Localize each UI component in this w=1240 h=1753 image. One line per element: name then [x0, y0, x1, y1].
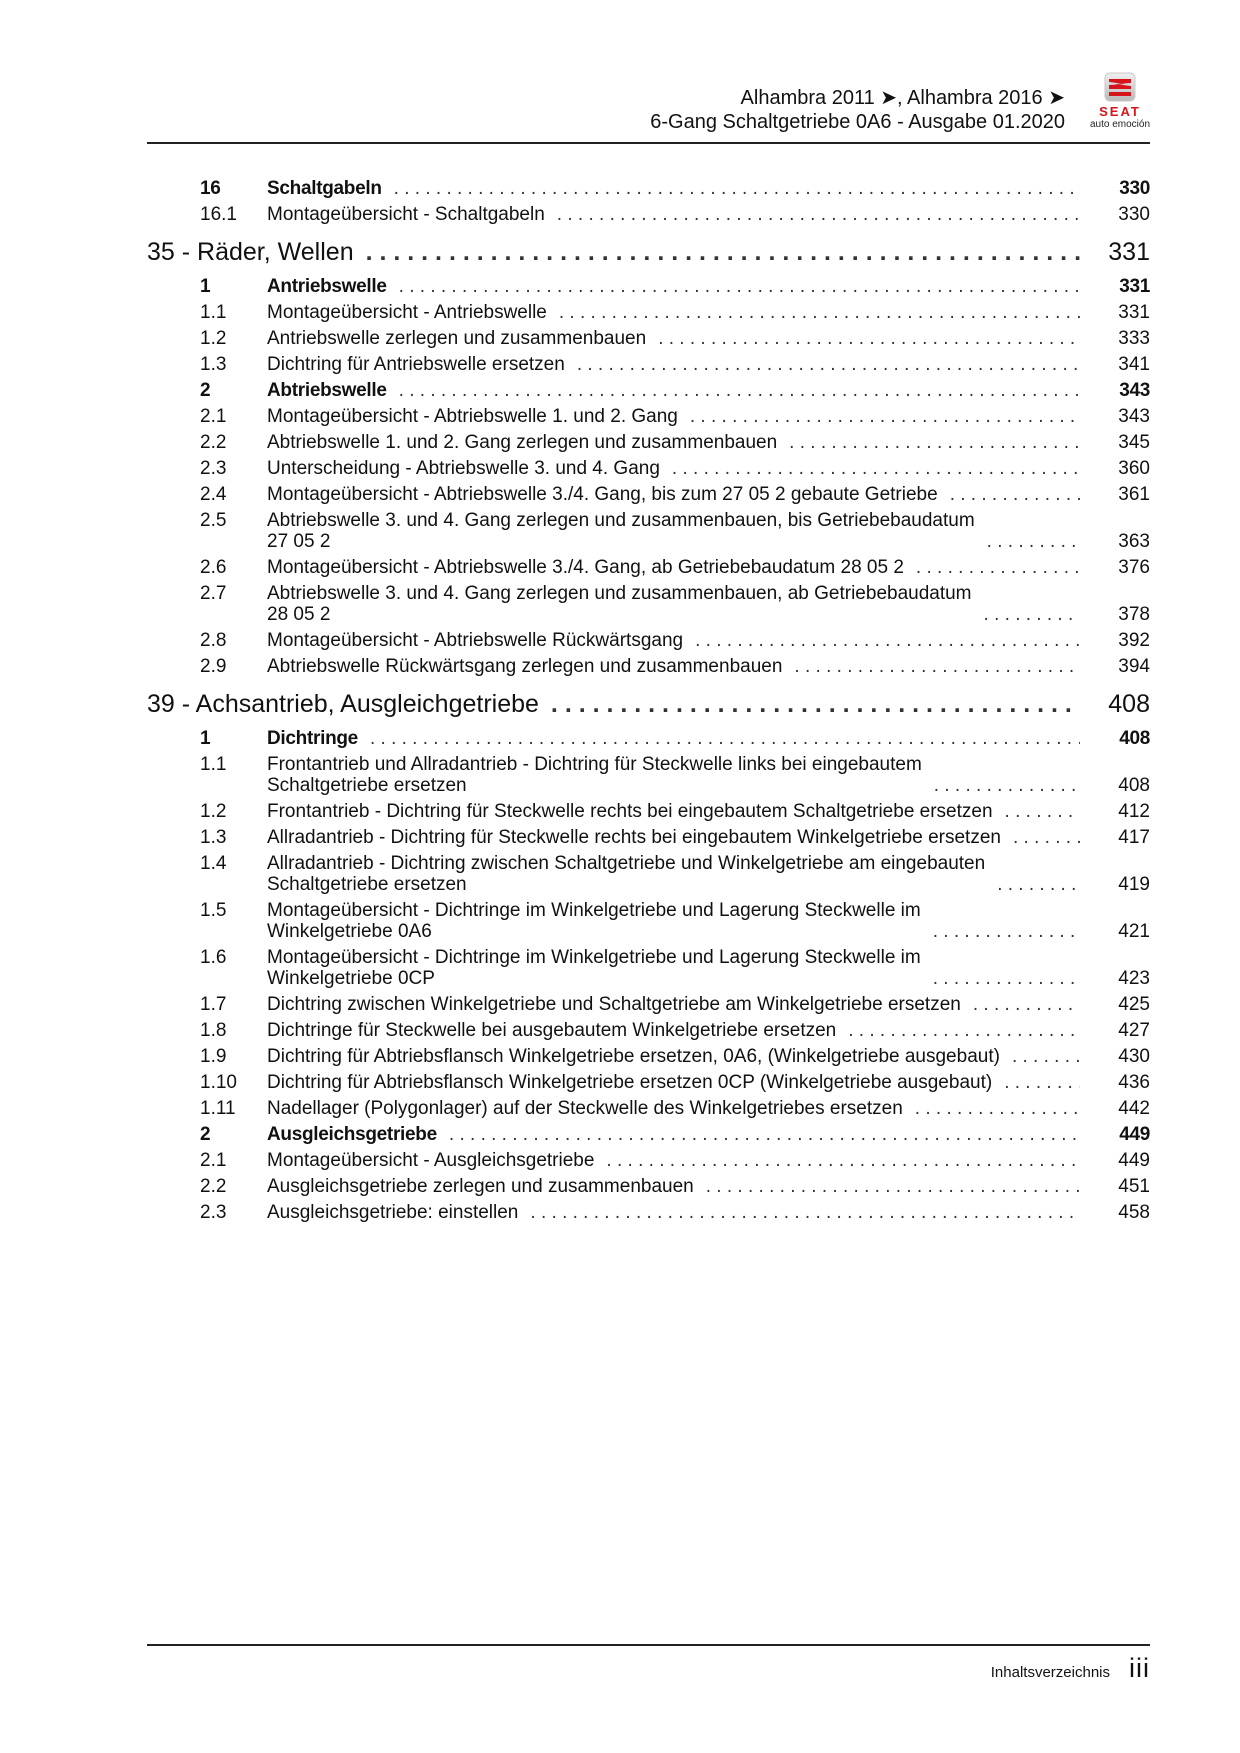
dot-leader [394, 178, 1080, 199]
toc-page: 430 [1118, 1046, 1150, 1067]
toc-page: 343 [1118, 406, 1150, 427]
dot-leader [789, 432, 1080, 453]
dot-leader [794, 656, 1080, 677]
toc-page: 333 [1118, 328, 1150, 349]
toc-title: Unterscheidung - Abtriebswelle 3. und 4. Gang [267, 458, 660, 479]
toc-page: 330 [1119, 178, 1150, 199]
dot-leader [1012, 1046, 1080, 1067]
toc-page: 360 [1118, 458, 1150, 479]
dot-leader [848, 1020, 1080, 1041]
dot-leader [399, 276, 1080, 297]
dot-leader [530, 1202, 1080, 1223]
toc-title: Montageübersicht - Abtriebswelle 3./4. Gang, ab Getriebebaudatum 28 05 2 [267, 557, 904, 578]
toc-item[interactable]: 1.1 Montageübersicht - Antriebswelle . . . 331 [147, 302, 1150, 323]
dot-leader [916, 557, 1080, 578]
toc-title: Antriebswelle [267, 276, 387, 297]
toc-title: Montageübersicht - Schaltgabeln [267, 204, 545, 225]
toc-title: Abtriebswelle 3. und 4. Gang zerlegen und zusammenbauen, ab Getriebebaudatum 28 05 2 [267, 583, 972, 625]
toc-title: Abtriebswelle Rückwärtsgang zerlegen und zusammenbauen [267, 656, 783, 677]
toc-item[interactable]: 2.2 Abtriebswelle 1. und 2. Gang zerlegen und zusammenbauen . . . 345 [147, 432, 1150, 453]
toc-item[interactable]: 2.4 Montageübersicht - Abtriebswelle 3./4. Gang, bis zum 27 05 2 gebaute Getriebe . . . 361 [147, 484, 1150, 505]
toc-page: 343 [1119, 380, 1150, 401]
toc-page: 451 [1118, 1176, 1150, 1197]
toc-page: 378 [1118, 604, 1150, 625]
toc-page: 392 [1118, 630, 1150, 651]
toc-item[interactable]: 2.8 Montageübersicht - Abtriebswelle Rückwärtsgang . . . 392 [147, 630, 1150, 651]
chapter-title: 35 - Räder, Wellen [147, 238, 354, 266]
toc-page: 421 [1118, 921, 1150, 942]
toc-item[interactable]: 2.6 Montageübersicht - Abtriebswelle 3./4. Gang, ab Getriebebaudatum 28 05 2 . . . 376 [147, 557, 1150, 578]
table-of-contents [147, 178, 1150, 1228]
toc-title: Frontantrieb - Dichtring für Steckwelle rechts bei eingebautem Schaltgetriebe ersetzen [267, 801, 993, 822]
toc-page: 458 [1118, 1202, 1150, 1223]
toc-title: Abtriebswelle 1. und 2. Gang zerlegen und zusammenbauen [267, 432, 778, 453]
header-vehicle-line: Alhambra 2011 ➤, Alhambra 2016 ➤ [740, 87, 1065, 109]
toc-page: 376 [1118, 557, 1150, 578]
toc-title: Nadellager (Polygonlager) auf der Steckwelle des Winkelgetriebes ersetzen [267, 1098, 903, 1119]
dot-leader [557, 204, 1080, 225]
seat-logo [1080, 72, 1160, 136]
toc-title: Dichtring für Abtriebsflansch Winkelgetriebe ersetzen 0CP (Winkelgetriebe ausgebaut) [267, 1072, 993, 1093]
dot-leader [672, 458, 1080, 479]
toc-item[interactable]: 2.2 Ausgleichsgetriebe zerlegen und zusammenbauen . . . 451 [147, 1176, 1150, 1197]
toc-item[interactable]: 1.3 Allradantrieb - Dichtring für Steckwelle rechts bei eingebautem Winkelgetriebe ersetzen . . . 417 [147, 827, 1150, 848]
toc-title: Montageübersicht - Dichtringe im Winkelgetriebe und Lagerung Steckwelle im Winkelgetriebe 0CP [267, 947, 921, 989]
dot-leader [658, 328, 1080, 349]
toc-title: Montageübersicht - Ausgleichsgetriebe [267, 1150, 595, 1171]
toc-title: Montageübersicht - Abtriebswelle Rückwärtsgang [267, 630, 684, 651]
toc-title: Montageübersicht - Dichtringe im Winkelgetriebe und Lagerung Steckwelle im Winkelgetriebe 0A6 [267, 900, 921, 942]
seat-emblem-icon [1104, 72, 1136, 102]
brand-tagline: auto emoción [1089, 119, 1151, 130]
toc-title: Antriebswelle zerlegen und zusammenbauen [267, 328, 647, 349]
toc-item[interactable]: 2.5 Abtriebswelle 3. und 4. Gang zerlegen und zusammenbauen, bis Getriebebaudatum 27 05 2 . . . 363 [147, 510, 1150, 552]
toc-title: Montageübersicht - Abtriebswelle 3./4. Gang, bis zum 27 05 2 gebaute Getriebe [267, 484, 938, 505]
toc-item[interactable]: 1.1 Frontantrieb und Allradantrieb - Dichtring für Steckwelle links bei eingebautem Schaltgetriebe ersetzen . . . 408 [147, 754, 1150, 796]
dot-leader [606, 1150, 1080, 1171]
toc-item[interactable]: 2.7 Abtriebswelle 3. und 4. Gang zerlegen und zusammenbauen, ab Getriebebaudatum 28 05 2 . . . 378 [147, 583, 1150, 625]
toc-title: Allradantrieb - Dichtring für Steckwelle rechts bei eingebautem Winkelgetriebe ersetzen [267, 827, 1001, 848]
toc-item[interactable]: 2.9 Abtriebswelle Rückwärtsgang zerlegen und zusammenbauen . . . 394 [147, 656, 1150, 677]
toc-title: Ausgleichsgetriebe zerlegen und zusammenbauen [267, 1176, 694, 1197]
toc-item[interactable]: 1.5 Montageübersicht - Dichtringe im Winkelgetriebe und Lagerung Steckwelle im Winkelgetriebe 0A6 . . . 421 [147, 900, 1150, 942]
toc-item[interactable]: 1.3 Dichtring für Antriebswelle ersetzen . . . 341 [147, 354, 1150, 375]
document-header [650, 86, 1065, 134]
toc-title: Dichtring zwischen Winkelgetriebe und Schaltgetriebe am Winkelgetriebe ersetzen [267, 994, 961, 1015]
toc-page: 427 [1118, 1020, 1150, 1041]
toc-title: Dichtringe [267, 728, 358, 749]
toc-page: 412 [1118, 801, 1150, 822]
chapter-page: 331 [1108, 238, 1150, 266]
toc-page: 425 [1118, 994, 1150, 1015]
footer-section-label: Inhaltsverzeichnis [990, 1664, 1110, 1681]
toc-page: 361 [1118, 484, 1150, 505]
dot-leader [997, 874, 1080, 895]
brand-name: SEAT [1099, 104, 1141, 119]
dot-leader [987, 531, 1080, 552]
dot-leader [933, 921, 1080, 942]
footer-rule [147, 1644, 1150, 1646]
toc-title: Frontantrieb und Allradantrieb - Dichtring für Steckwelle links bei eingebautem Schaltgetriebe ersetzen [267, 754, 922, 796]
toc-chapter-39[interactable] [147, 689, 1150, 719]
toc-page: 345 [1118, 432, 1150, 453]
toc-page: 363 [1118, 531, 1150, 552]
dot-leader [933, 968, 1080, 989]
toc-page: 417 [1118, 827, 1150, 848]
footer-page-number: iii [1129, 1653, 1150, 1683]
dot-leader [690, 406, 1080, 427]
toc-item[interactable]: 1.11 Nadellager (Polygonlager) auf der Steckwelle des Winkelgetriebes ersetzen . . . 442 [147, 1098, 1150, 1119]
dot-leader [370, 728, 1080, 749]
dot-leader [973, 994, 1080, 1015]
toc-page: 331 [1119, 276, 1150, 297]
dot-leader [915, 1098, 1080, 1119]
toc-page: 408 [1119, 728, 1150, 749]
dot-leader [984, 604, 1080, 625]
toc-page: 330 [1118, 204, 1150, 225]
toc-section[interactable]: 1 Antriebswelle . . . 331 [147, 276, 1150, 297]
toc-title: Montageübersicht - Antriebswelle [267, 302, 547, 323]
toc-item[interactable]: 1.8 Dichtringe für Steckwelle bei ausgebautem Winkelgetriebe ersetzen . . . 427 [147, 1020, 1150, 1041]
toc-title: Abtriebswelle [267, 380, 387, 401]
toc-title: Ausgleichsgetriebe: einstellen [267, 1202, 519, 1223]
toc-title: Dichtringe für Steckwelle bei ausgebautem Winkelgetriebe ersetzen [267, 1020, 837, 1041]
toc-title: Ausgleichsgetriebe [267, 1124, 437, 1145]
dot-leader [1004, 1072, 1080, 1093]
dot-leader [1005, 801, 1080, 822]
toc-item[interactable]: 1.7 Dichtring zwischen Winkelgetriebe und Schaltgetriebe am Winkelgetriebe ersetzen . . . 425 [147, 994, 1150, 1015]
toc-title: Dichtring für Abtriebsflansch Winkelgetriebe ersetzen, 0A6, (Winkelgetriebe ausgebaut) [267, 1046, 1000, 1067]
toc-item[interactable]: 2.3 Unterscheidung - Abtriebswelle 3. und 4. Gang . . . 360 [147, 458, 1150, 479]
toc-title: Montageübersicht - Abtriebswelle 1. und 2. Gang [267, 406, 678, 427]
toc-title: Abtriebswelle 3. und 4. Gang zerlegen und zusammenbauen, bis Getriebebaudatum 27 05 2 [267, 510, 975, 552]
toc-chapter-35[interactable] [147, 237, 1150, 267]
dot-leader [449, 1124, 1080, 1145]
dot-leader [366, 237, 1080, 267]
toc-page: 331 [1118, 302, 1150, 323]
toc-page: 394 [1118, 656, 1150, 677]
toc-title: Dichtring für Antriebswelle ersetzen [267, 354, 565, 375]
toc-page: 442 [1118, 1098, 1150, 1119]
dot-leader [1013, 827, 1080, 848]
toc-page: 449 [1118, 1150, 1150, 1171]
toc-page: 419 [1118, 874, 1150, 895]
dot-leader [551, 689, 1080, 719]
dot-leader [577, 354, 1080, 375]
toc-title: Allradantrieb - Dichtring zwischen Schaltgetriebe und Winkelgetriebe am eingebauten Schaltgetriebe ersetzen [267, 853, 986, 895]
toc-page: 449 [1119, 1124, 1150, 1145]
header-manual-line: 6-Gang Schaltgetriebe 0A6 - Ausgabe 01.2020 [650, 111, 1065, 133]
dot-leader [695, 630, 1080, 651]
dot-leader [706, 1176, 1080, 1197]
chapter-page: 408 [1108, 690, 1150, 718]
dot-leader [559, 302, 1080, 323]
toc-section[interactable]: 2 Abtriebswelle . . . 343 [147, 380, 1150, 401]
toc-item[interactable]: 1.4 Allradantrieb - Dichtring zwischen Schaltgetriebe und Winkelgetriebe am eingebauten Schaltgetriebe ersetzen . . . 419 [147, 853, 1150, 895]
toc-item[interactable]: 1.2 Frontantrieb - Dichtring für Steckwelle rechts bei eingebautem Schaltgetriebe ersetzen . . . 412 [147, 801, 1150, 822]
dot-leader [399, 380, 1080, 401]
toc-section[interactable]: 1 Dichtringe . . . 408 [147, 728, 1150, 749]
toc-page: 423 [1118, 968, 1150, 989]
chapter-title: 39 - Achsantrieb, Ausgleichgetriebe [147, 690, 539, 718]
toc-page: 436 [1118, 1072, 1150, 1093]
toc-item[interactable]: 1.2 Antriebswelle zerlegen und zusammenbauen . . . 333 [147, 328, 1150, 349]
dot-leader [934, 775, 1080, 796]
toc-title: Schaltgabeln [267, 178, 382, 199]
toc-item[interactable]: 1.6 Montageübersicht - Dichtringe im Winkelgetriebe und Lagerung Steckwelle im Winkelgetriebe 0CP . . . 423 [147, 947, 1150, 989]
toc-page: 408 [1118, 775, 1150, 796]
toc-item[interactable]: 2.1 Montageübersicht - Ausgleichsgetriebe . . . 449 [147, 1150, 1150, 1171]
toc-section[interactable]: 2 Ausgleichsgetriebe . . . 449 [147, 1124, 1150, 1145]
toc-item[interactable]: 2.3 Ausgleichsgetriebe: einstellen . . . 458 [147, 1202, 1150, 1223]
toc-section[interactable]: 16 Schaltgabeln . . . 330 [147, 178, 1150, 199]
toc-item[interactable]: 1.10 Dichtring für Abtriebsflansch Winkelgetriebe ersetzen 0CP (Winkelgetriebe ausgebaut) . . . 436 [147, 1072, 1150, 1093]
toc-item[interactable]: 1.9 Dichtring für Abtriebsflansch Winkelgetriebe ersetzen, 0A6, (Winkelgetriebe ausgebaut) . . . 430 [147, 1046, 1150, 1067]
toc-item[interactable]: 2.1 Montageübersicht - Abtriebswelle 1. und 2. Gang . . . 343 [147, 406, 1150, 427]
header-rule [147, 142, 1150, 144]
toc-page: 341 [1118, 354, 1150, 375]
toc-item[interactable]: 16.1 Montageübersicht - Schaltgabeln . . . 330 [147, 204, 1150, 225]
dot-leader [950, 484, 1080, 505]
